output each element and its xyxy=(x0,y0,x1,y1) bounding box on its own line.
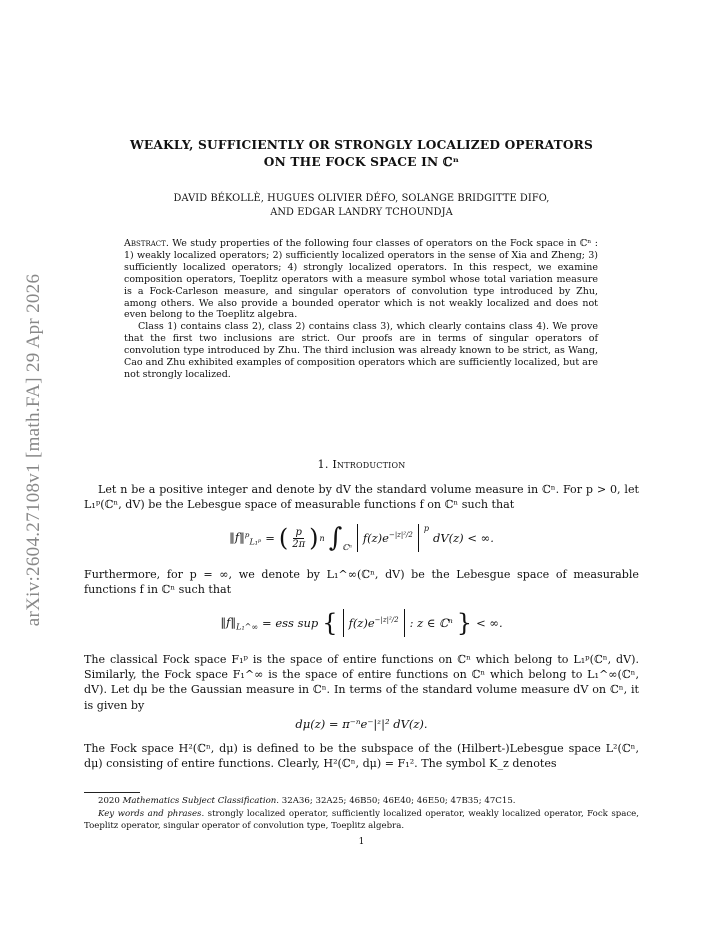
eq1-tail: dV(z) < ∞. xyxy=(432,531,494,545)
abstract-paragraph-1 xyxy=(124,238,598,321)
eq1-integrand: $f(z)e^{-|z|^2/2}$ xyxy=(362,531,413,545)
abstract-label: Abstract. xyxy=(124,238,169,249)
paragraph-4: The Fock space H²(ℂⁿ, dμ) is defined to be the subspace of the (Hilbert-)Lebesgue space L²(ℂⁿ, dμ) consisting of entire functions. Clearly, H²(ℂⁿ, dμ) = F₁². The symbol K_z denotes xyxy=(84,742,639,771)
equation-1: ‖f‖ᵖ$_{L_1ᵖ}$ = ( $\frac{p}{2\pi}$ ) n ∫ $_{ℂ^n}$ $f(z)e^{-|z|^2/2}$ $^p$ dV(z) < ∞. xyxy=(229,523,494,553)
authors-line-2: AND EDGAR LANDRY TCHOUNDJA xyxy=(270,207,453,218)
paper-title xyxy=(84,137,639,171)
authors-line-1: DAVID BÉKOLLÈ, HUGUES OLIVIER DÉFO, SOLANGE BRIDGITTE DIFO, xyxy=(173,193,550,204)
section-heading xyxy=(84,458,639,471)
authors xyxy=(84,192,639,220)
footnote-msc: 2020 Mathematics Subject Classification. 32A36; 32A25; 46B50; 46E40; 46E50; 47B35; 47C15. xyxy=(98,796,516,806)
section-number: 1. xyxy=(317,458,329,471)
paragraph-3: The classical Fock space F₁ᵖ is the space of entire functions on ℂⁿ which belong to L₁ᵖ(ℂⁿ, dV). Similarly, the Fock space F₁^∞ is the space of entire functions on ℂⁿ which belong to L₁^∞(ℂⁿ, dV). Let dμ be the Gaussian measure in ℂⁿ. In terms of the standard volume measure dV on ℂⁿ, it is given by xyxy=(84,653,639,712)
eq1-equals: = xyxy=(265,531,275,545)
paragraph-2: Furthermore, for p = ∞, we denote by L₁^∞(ℂⁿ, dV) be the Lebesgue space of measurable functions f in ℂⁿ such that xyxy=(84,568,639,597)
title-line-1: WEAKLY, SUFFICIENTLY OR STRONGLY LOCALIZED OPERATORS xyxy=(130,138,593,152)
eq1-domain: ℂⁿ xyxy=(342,543,352,552)
eq2-tail: < ∞. xyxy=(476,616,503,630)
paragraph-1: Let n be a positive integer and denote by dV the standard volume measure in ℂⁿ. For p > 0, let L₁ᵖ(ℂⁿ, dV) be the Lebesgue space of measurable functions f on ℂⁿ such that xyxy=(84,483,639,512)
eq1-power: n xyxy=(319,533,325,543)
footnote-rule xyxy=(84,792,140,793)
title-line-2: ON THE FOCK SPACE IN ℂⁿ xyxy=(263,155,460,169)
eq2-lhs: $‖f‖_{L_1\^{}\infty}$ xyxy=(220,614,259,632)
abstract xyxy=(124,238,598,381)
eq2-condition: : z ∈ ℂⁿ xyxy=(409,616,453,630)
section-title: Introduction xyxy=(332,458,406,471)
footnote-keywords: Key words and phrases. strongly localized operator, sufficiently localized operator, weakly localized operator, Fock space, Toeplitz operator, singular operator of convolution type, Toeplitz algebra. xyxy=(84,809,639,831)
equation-3: dμ(z) = π⁻ⁿe⁻|ᶻ|² dV(z). xyxy=(295,717,428,731)
eq1-outer-power: p xyxy=(423,524,429,533)
arxiv-id: arXiv:2604.27108v1 [math.FA] 29 Apr 2026 xyxy=(23,273,44,627)
eq2-mid: = ess sup xyxy=(262,616,319,630)
equation-2: $‖f‖_{L_1\^{}\infty}$ = ess sup { $f(z)e^{-|z|^2/2}$ : z ∈ ℂⁿ } < ∞. xyxy=(220,609,503,637)
eq2-body: $f(z)e^{-|z|^2/2}$ xyxy=(348,616,399,630)
arxiv-stamp xyxy=(22,240,46,660)
abstract-paragraph-2: Class 1) contains class 2), class 2) contains class 3), which clearly contains class 4). We prove that the first two inclusions are strict. Our proofs are in terms of singular operators of convolution type introduced by Zhu. The third inclusion was already known to be strict, as Wang, Cao and Zhu exhibited examples of composition operators which are sufficiently localized, but are not strongly localized. xyxy=(124,321,598,380)
abstract-text-1: We study properties of the following four classes of operators on the Fock space in ℂⁿ : 1) weakly localized operators; 2) sufficiently localized operators in the sense of Xia and Zheng; 3) sufficiently localized operators; 4) strongly localized operators. In this respect, we examine composition operators, Toeplitz operators with a measure symbol whose total variation measure is a Fock-Carleson measure, and singular operators of convolution type introduced by Zhu, among others. We also provide a bounded operator which is not weakly localized and does not even belong to the Toeplitz algebra. xyxy=(124,238,598,321)
page-number: 1 xyxy=(358,837,365,847)
eq1-fraction: $\frac{p}{2\pi}$ xyxy=(292,526,306,550)
eq1-lhs: ‖f‖ᵖ$_{L_1ᵖ}$ xyxy=(229,529,262,547)
